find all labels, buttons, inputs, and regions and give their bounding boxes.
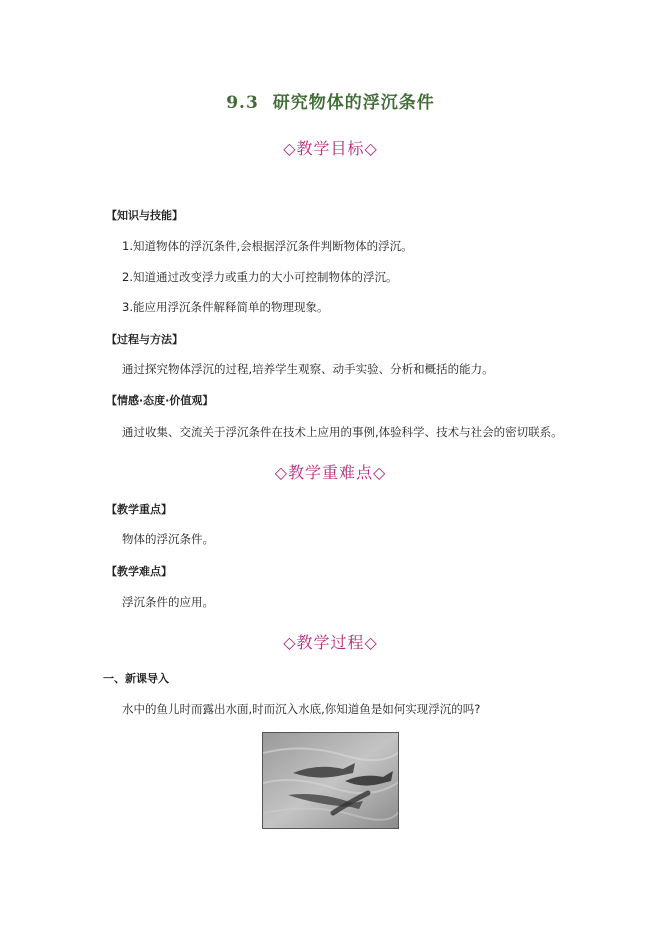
intro-text: 水中的鱼儿时而露出水面,时而沉入水底,你知道鱼是如何实现浮沉的吗? [122,702,481,716]
knowledge-item-3: 3.能应用浮沉条件解释简单的物理现象。 [122,300,329,314]
fish-photo [262,732,399,829]
knowledge-label: 【知识与技能】 [106,209,183,222]
section-number: 9.3 [226,93,259,113]
page-title [0,88,661,113]
section-heading-key-points: ◇教学重难点◇ [274,463,387,482]
emotion-text: 通过收集、交流关于浮沉条件在技术上应用的事例,体验科学、技术与社会的密切联系。 [122,425,563,439]
process-method-label: 【过程与方法】 [106,333,183,346]
focus-text: 物体的浮沉条件。 [122,532,214,546]
fish-image [263,733,399,829]
focus-label: 【教学重点】 [106,503,172,516]
intro-label: 一、新课导入 [103,672,169,685]
difficulty-text: 浮沉条件的应用。 [122,595,214,609]
section-heading-process: ◇教学过程◇ [283,633,378,652]
emotion-label: 【情感·态度·价值观】 [106,394,214,407]
title-text: 研究物体的浮沉条件 [272,93,435,113]
knowledge-item-1: 1.知道物体的浮沉条件,会根据浮沉条件判断物体的浮沉。 [122,239,413,253]
difficulty-label: 【教学难点】 [106,565,172,578]
process-method-text: 通过探究物体浮沉的过程,培养学生观察、动手实验、分析和概括的能力。 [122,362,494,376]
section-heading-objectives: ◇教学目标◇ [283,139,378,158]
knowledge-item-2: 2.知道通过改变浮力或重力的大小可控制物体的浮沉。 [122,270,398,284]
